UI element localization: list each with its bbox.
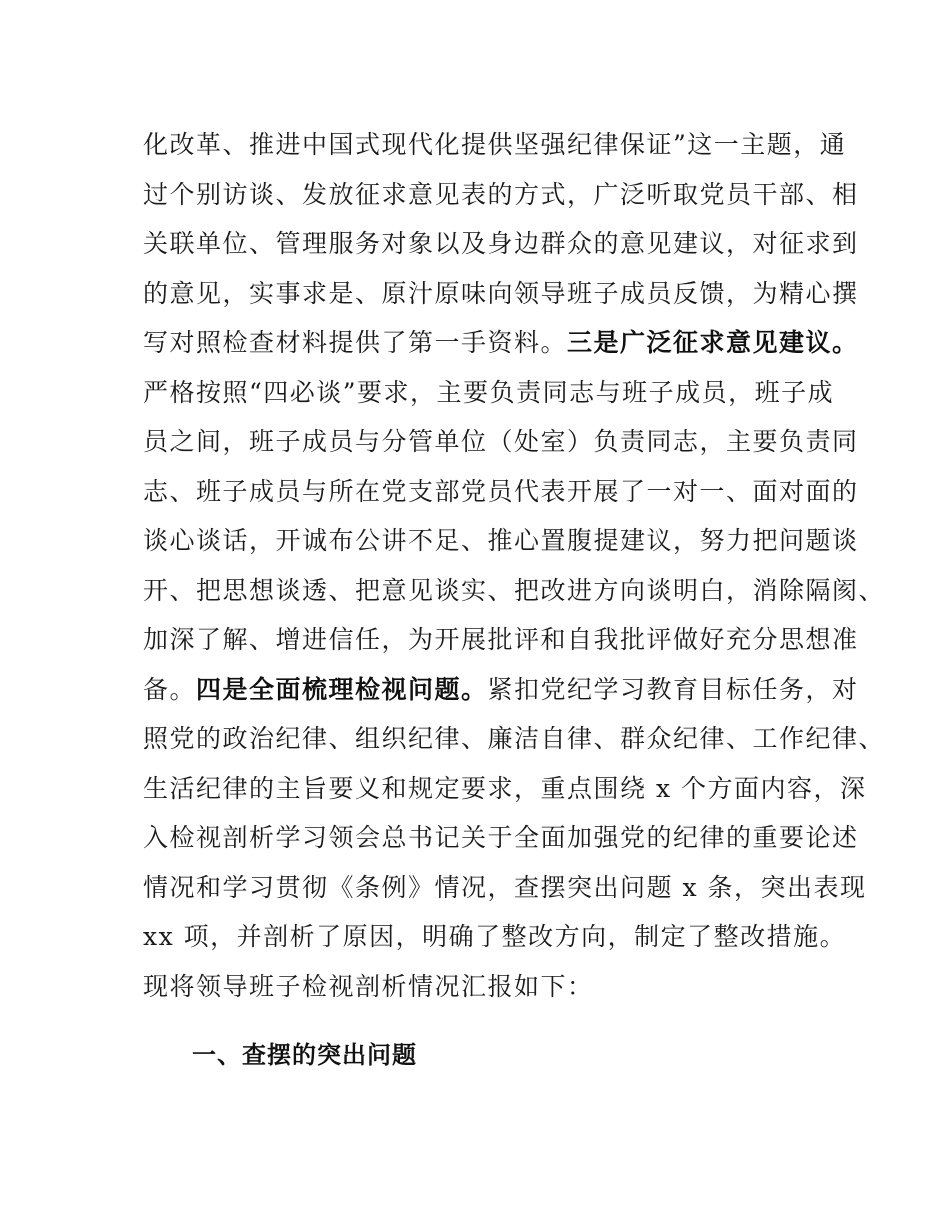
text-line: 的意见，实事求是、原汁原味向领导班子成员反馈，为精心撰 [143,278,859,308]
body-text [143,120,886,1011]
text-line: xx 项，并剖析了原因，明确了整改方向，制定了整改措施。 [143,922,847,951]
text-line: 入检视剖析学习领会总书记关于全面加强党的纪律的重要论述 [143,823,859,852]
text-line: 关联单位、管理服务对象以及身边群众的意见建议，对征求到 [143,229,859,258]
text-line: 化改革、推进中国式现代化提供坚强纪律保证”这一主题，通 [143,130,847,159]
text-line: 情况和学习贯彻《条例》情况，查摆突出问题 x 条，突出表现 [143,872,867,902]
text-line: 加深了解、增进信任，为开展批评和自我批评做好充分思想准 [143,625,859,654]
text-line: 谈心谈话，开诚布公讲不足、推心置腹提建议，努力把问题谈 [143,526,859,555]
section-heading: 一、查摆的突出问题 [192,1041,417,1069]
text-line: 开、把思想谈透、把意见谈实、把改进方向谈明白，消除隔阂、 [143,575,886,605]
text-line: 员之间，班子成员与分管单位（处室）负责同志，主要负责同 [143,427,859,456]
text-line: 照党的政治纪律、组织纪律、廉洁自律、群众纪律、工作纪律、 [143,724,886,753]
text-line: 生活纪律的主旨要义和规定要求，重点围绕 x 个方面内容，深 [143,773,867,803]
text-line: 写对照检查材料提供了第一手资料。三是广泛征求意见建议。 [143,328,859,357]
text-line: 严格按照“四必谈”要求，主要负责同志与班子成员，班子成 [143,377,835,407]
bold-subheading: 四是全面梳理检视问题。 [196,674,488,704]
text-line: 志、班子成员与所在党支部党员代表开展了一对一、面对面的 [143,476,859,506]
bold-subheading: 三是广泛征求意见建议。 [567,328,859,357]
text-line: 备。四是全面梳理检视问题。紧扣党纪学习教育目标任务，对 [143,674,859,704]
text-line: 现将领导班子检视剖析情况汇报如下： [143,971,594,1001]
text-line: 过个别访谈、发放征求意见表的方式，广泛听取党员干部、相 [143,179,859,209]
